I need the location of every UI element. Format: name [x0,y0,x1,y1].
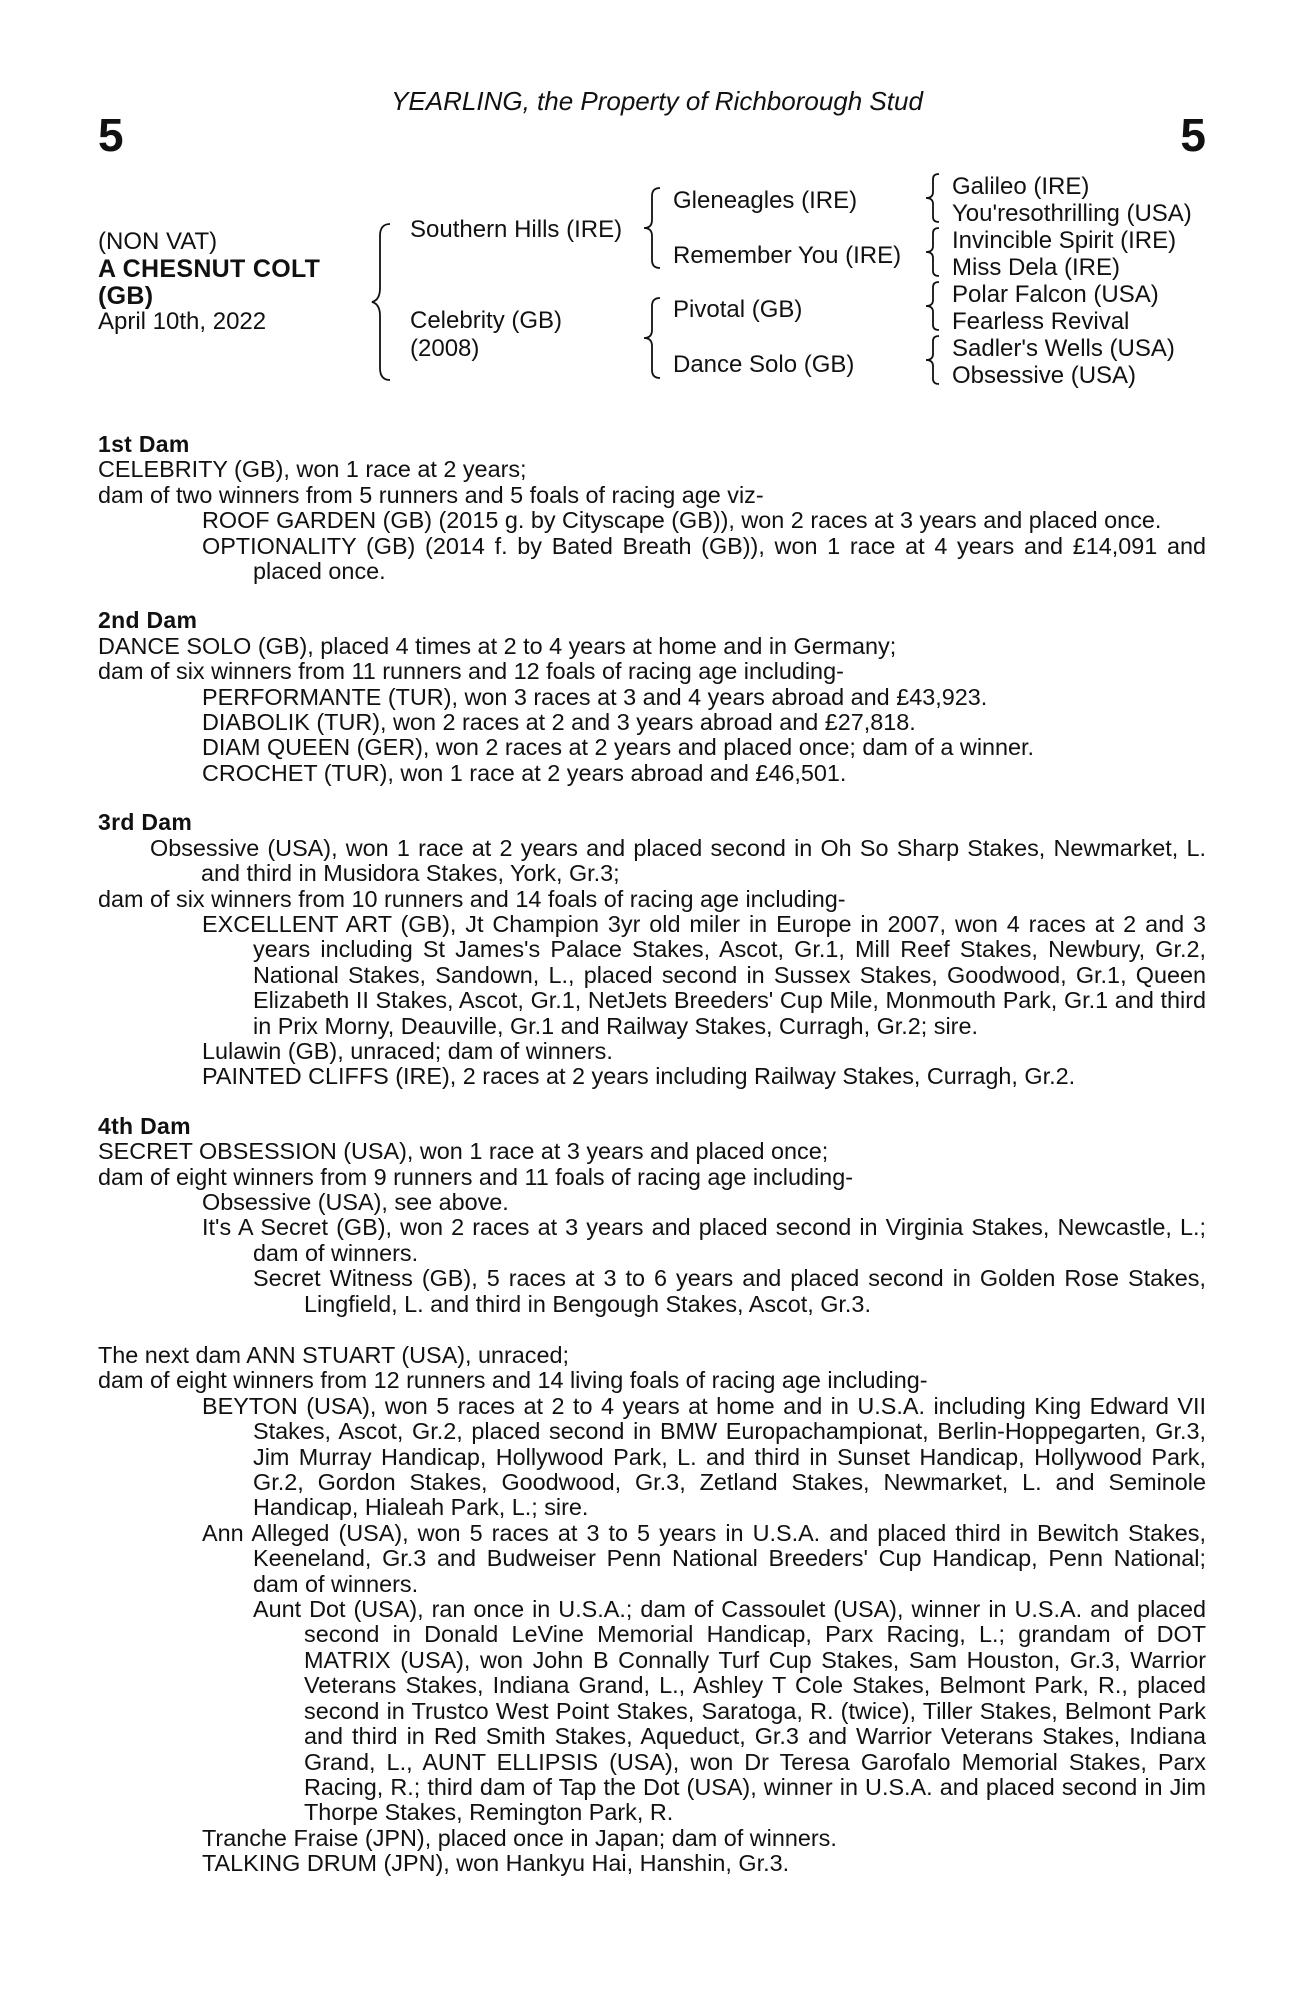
brace-1 [370,222,394,382]
brace-5 [924,226,942,278]
brace-4 [924,172,942,224]
brace-3 [642,296,664,380]
section-heading-dam1: 1st Dam [98,431,190,457]
sire-sire: Gleneagles (IRE) [673,187,858,214]
dam-year: (2008) [410,335,480,362]
dam2-line1: DANCE SOLO (GB), placed 4 times at 2 to 4 years at home and in Germany; [98,632,897,659]
dam2-entry1: PERFORMANTE (TUR), won 3 races at 3 and 4 years abroad and £43,923. [202,683,988,710]
g6: Fearless Revival [952,308,1130,335]
next-dam-entry5: TALKING DRUM (JPN), won Hankyu Hai, Hanshin, Gr.3. [202,1850,790,1877]
dam4-line2: dam of eight winners from 9 runners and 11 foals of racing age including- [98,1163,853,1190]
brace-2 [642,186,664,270]
brace-6 [924,280,942,332]
dam3-entry2: Lulawin (GB), unraced; dam of winners. [202,1037,613,1064]
page-title: YEARLING, the Property of Richborough Stud [391,86,923,116]
g5: Polar Falcon (USA) [952,281,1159,308]
g2: You'resothrilling (USA) [952,200,1192,227]
section-heading-dam3: 3rd Dam [98,809,193,836]
dam: Celebrity (GB) [410,307,563,334]
dam4-entry3: Secret Witness (GB), 5 races at 3 to 6 years and placed second in Golden Rose Stakes, Lingfield, L. and third in Bengough Stakes, Ascot, Gr.3. [253,1265,1206,1317]
brace-7 [924,334,942,386]
g1: Galileo (IRE) [952,173,1090,200]
dam2-line2: dam of six winners from 11 runners and 12 foals of racing age including- [98,658,844,685]
dam3-line2: dam of six winners from 10 runners and 14 foals of racing age including- [98,885,846,912]
dam4-entry2: It's A Secret (GB), won 2 races at 3 years and placed second in Virginia Stakes, Newcastle, L.; dam of winners. [202,1214,1206,1266]
g8: Obsessive (USA) [952,362,1137,389]
next-dam-line2: dam of eight winners from 12 runners and 14 living foals of racing age including- [98,1367,928,1394]
dam3-entry3: PAINTED CLIFFS (IRE), 2 races at 2 years including Railway Stakes, Curragh, Gr.2. [202,1063,1076,1090]
dam3-entry1: EXCELLENT ART (GB), Jt Champion 3yr old miler in Europe in 2007, won 4 races at 2 and 3 years including St James's Palace Stakes, Ascot, Gr.1, Mill Reef Stakes, Newbury, Gr.2, National Stakes, Sandown, L., placed second in Sussex Stakes, Goodwood, Gr.1, Queen Elizabeth II Stakes, Ascot, Gr.1, NetJets Breeders' Cup Mile, Monmouth Park, Gr.1 and third in Prix Morny, Deauville, Gr.1 and Railway Stakes, Curragh, Gr.2; sire. [202,910,1206,1039]
horse-name: A CHESNUT COLT [98,255,321,283]
section-heading-dam4: 4th Dam [98,1112,191,1139]
sire: Southern Hills (IRE) [410,216,623,243]
dam-dam: Dance Solo (GB) [673,351,855,378]
dam2-entry2: DIABOLIK (TUR), won 2 races at 2 and 3 years abroad and £27,818. [202,709,916,736]
dam2-entry4: CROCHET (TUR), won 1 race at 2 years abroad and £46,501. [202,759,847,786]
lot-number-left: 5 [98,109,124,161]
dam-sire: Pivotal (GB) [673,296,803,323]
next-dam-entry2: Ann Alleged (USA), won 5 races at 3 to 5 years in U.S.A. and placed third in Bewitch Stakes, Keeneland, Gr.3 and Budweiser Penn National Breeders' Cup Handicap, Penn National; dam of winners. [202,1519,1206,1597]
section-heading-dam2: 2nd Dam [98,607,198,634]
g3: Invincible Spirit (IRE) [952,227,1177,254]
vat-status: (NON VAT) [98,228,218,255]
next-dam-line1: The next dam ANN STUART (USA), unraced; [98,1342,570,1368]
dam1-line2: dam of two winners from 5 runners and 5 foals of racing age viz- [98,481,764,508]
sire-dam: Remember You (IRE) [673,242,902,269]
lot-number-right: 5 [1180,109,1206,161]
dam1-line1: CELEBRITY (GB), won 1 race at 2 years; [98,456,527,483]
g4: Miss Dela (IRE) [952,254,1121,281]
dam4-entry1: Obsessive (USA), see above. [202,1188,509,1215]
next-dam-entry3: Aunt Dot (USA), ran once in U.S.A.; dam of Cassoulet (USA), winner in U.S.A. and placed second in Donald LeVine Memorial Handicap, Parx Racing, L.; grandam of DOT MATRIX (USA), won John B Connally Turf Cup Stakes, Sam Houston, Gr.3, Warrior Veterans Stakes, Indiana Grand, L., Ashley T Cole Stakes, Belmont Park, R., placed second in Trustco West Point Stakes, Saratoga, R. (twice), Tiller Stakes, Belmont Park and third in Red Smith Stakes, Aqueduct, Gr.3 and Warrior Veterans Stakes, Indiana Grand, L., AUNT ELLIPSIS (USA), won Dr Teresa Garofalo Memorial Stakes, Parx Racing, R.; third dam of Tap the Dot (USA), winner in U.S.A. and placed second in Jim Thorpe Stakes, Remington Park, R. [253,1596,1206,1826]
dam1-entry2: OPTIONALITY (GB) (2014 f. by Bated Breath (GB)), won 1 race at 4 years and £14,091 and placed once. [202,532,1206,585]
horse-country: (GB) [98,282,154,310]
dam4-line1: SECRET OBSESSION (USA), won 1 race at 3 years and placed once; [98,1138,829,1165]
dam3-line1: Obsessive (USA), won 1 race at 2 years and placed second in Oh So Sharp Stakes, Newmarket, L. and third in Musidora Stakes, York, Gr.3; [150,834,1206,887]
g7: Sadler's Wells (USA) [952,335,1175,362]
next-dam-entry1: BEYTON (USA), won 5 races at 2 to 4 years at home and in U.S.A. including King Edward VII Stakes, Ascot, Gr.2, placed second in BMW Europachampionat, Berlin-Hoppegarten, Gr.3, Jim Murray Handicap, Hollywood Park, L. and third in Sunset Handicap, Hollywood Park, Gr.2, Gordon Stakes, Goodwood, Gr.3, Zetland Stakes, Newmarket, L. and Seminole Handicap, Hialeah Park, L.; sire. [202,1392,1206,1521]
foaling-date: April 10th, 2022 [98,308,267,335]
next-dam-entry4: Tranche Fraise (JPN), placed once in Japan; dam of winners. [202,1824,837,1851]
dam2-entry3: DIAM QUEEN (GER), won 2 races at 2 years and placed once; dam of a winner. [202,734,1035,761]
dam1-entry1: ROOF GARDEN (GB) (2015 g. by Cityscape (GB)), won 2 races at 3 years and placed once. [202,507,1162,534]
pedigree-notes [98,432,1206,1877]
